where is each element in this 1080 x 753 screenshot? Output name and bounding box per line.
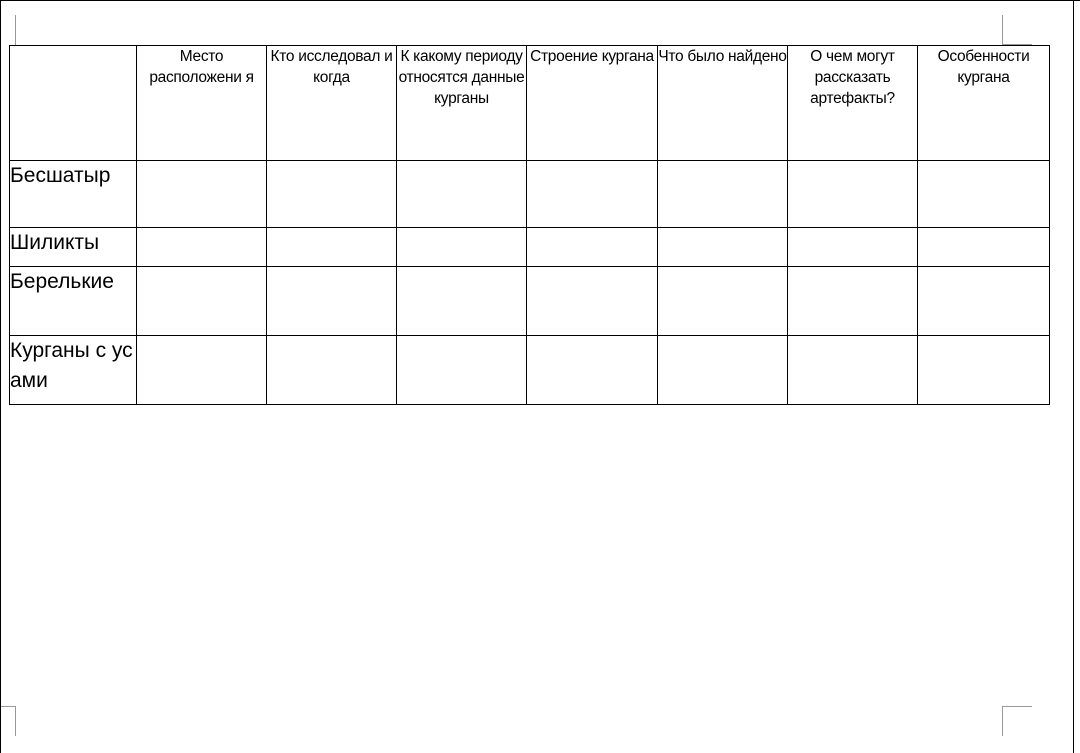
table-cell[interactable]: [918, 161, 1050, 228]
table-cell[interactable]: [267, 336, 397, 405]
table-row: [10, 336, 1050, 405]
table-cell[interactable]: [788, 336, 918, 405]
table-header-row: [10, 46, 1050, 161]
table-cell[interactable]: [527, 336, 658, 405]
table-cell[interactable]: [137, 336, 267, 405]
table-cell[interactable]: [397, 336, 527, 405]
table-cell[interactable]: [918, 267, 1050, 336]
column-header-location[interactable]: Место расположени я: [137, 46, 267, 161]
table-cell[interactable]: [137, 228, 267, 267]
column-header-features[interactable]: Особенности кургана: [918, 46, 1050, 161]
table-cell[interactable]: [397, 228, 527, 267]
column-header-artifacts-meaning[interactable]: О чем могут рассказать артефакты?: [788, 46, 918, 161]
row-header-berel[interactable]: Берелькие: [10, 267, 137, 336]
table-cell[interactable]: [788, 228, 918, 267]
column-header-structure[interactable]: Строение кургана: [527, 46, 658, 161]
margin-corner-mark: [1, 15, 16, 45]
column-header-period[interactable]: К какому периоду относятся данные курганы: [397, 46, 527, 161]
row-header-kurgans-with-whiskers[interactable]: Курганы с усами: [10, 336, 137, 405]
empty-header-cell[interactable]: [10, 46, 137, 161]
table-cell[interactable]: [267, 228, 397, 267]
column-header-researcher[interactable]: Кто исследовал и когда: [267, 46, 397, 161]
margin-corner-mark: [1, 706, 16, 736]
table-cell[interactable]: [527, 161, 658, 228]
table-cell[interactable]: [658, 336, 788, 405]
table-row: [10, 228, 1050, 267]
column-header-findings[interactable]: Что было найдено: [658, 46, 788, 161]
row-header-besshatyr[interactable]: Бесшатыр: [10, 161, 137, 228]
table-cell[interactable]: [267, 161, 397, 228]
table-cell[interactable]: [658, 267, 788, 336]
table-cell[interactable]: [527, 267, 658, 336]
table-cell[interactable]: [658, 228, 788, 267]
table-row: [10, 161, 1050, 228]
row-header-shilikty[interactable]: Шиликты: [10, 228, 137, 267]
table-cell[interactable]: [788, 267, 918, 336]
table-cell[interactable]: [918, 228, 1050, 267]
page-right-edge: [1073, 1, 1080, 753]
table-cell[interactable]: [397, 161, 527, 228]
margin-corner-mark: [1002, 15, 1032, 45]
table-cell[interactable]: [267, 267, 397, 336]
margin-corner-mark: [1002, 706, 1032, 736]
table-cell[interactable]: [658, 161, 788, 228]
table-row: [10, 267, 1050, 336]
table-cell[interactable]: [918, 336, 1050, 405]
table-cell[interactable]: [137, 267, 267, 336]
table-cell[interactable]: [137, 161, 267, 228]
table-cell[interactable]: [397, 267, 527, 336]
table-cell[interactable]: [788, 161, 918, 228]
table-cell[interactable]: [527, 228, 658, 267]
kurgan-table: [9, 45, 1050, 405]
